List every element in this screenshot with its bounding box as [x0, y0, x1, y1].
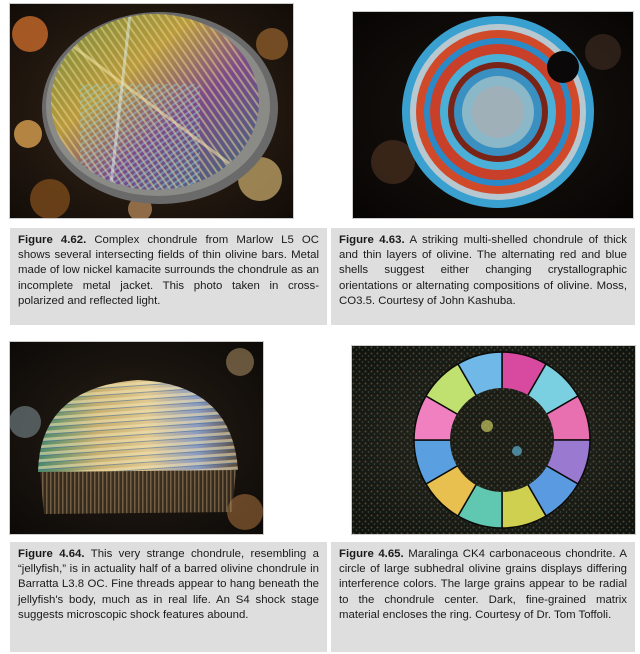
figure-4-62-photo	[10, 4, 293, 218]
caption-text: Maralinga CK4 carbonaceous chondrite. A circle of large subhedral olivine grains displays differing interference colors. The large grains appear to be radial to the chondrule center. Dark, fine-grained matrix material encloses the ring. Courtesy of Dr. Tom Toffoli.	[339, 548, 628, 621]
figure-4-65-caption	[331, 542, 635, 652]
figure-4-63-caption	[331, 228, 635, 325]
figure-label: Figure 4.62.	[18, 234, 87, 246]
figure-label: Figure 4.64.	[18, 548, 85, 560]
caption-text: Complex chondrule from Marlow L5 OC shows several intersecting fields of thin olivine bars. Metal made of low nickel kamacite surrounds the chondrule as an incomplete metal jacket. This photo taken in cross-polarized and reflected light.	[18, 234, 319, 307]
caption-text: A striking multi-shelled chondrule of thick and thin layers of olivine. The alternating red and blue shells suggest either changing crystallographic orientations or alternating compositions of olivine. Moss, CO3.5. Courtesy of John Kashuba.	[339, 234, 627, 307]
figure-4-63-photo	[353, 12, 633, 218]
figure-4-64-caption	[10, 542, 327, 652]
figure-4-64-photo	[10, 342, 263, 534]
figure-4-65-photo	[352, 346, 635, 534]
figure-label: Figure 4.65.	[339, 548, 404, 560]
caption-text: This very strange chondrule, resembling a “jellyfish,” is in actuality half of a barred olivine chondrule in Barratta L3.8 OC. Fine threads appear to hang beneath the jellyfish's body, much as in real life. An S4 shock stage suggests microscopic shock features abound.	[18, 548, 319, 621]
figure-4-62-caption	[10, 228, 327, 325]
figure-label: Figure 4.63.	[339, 234, 405, 246]
